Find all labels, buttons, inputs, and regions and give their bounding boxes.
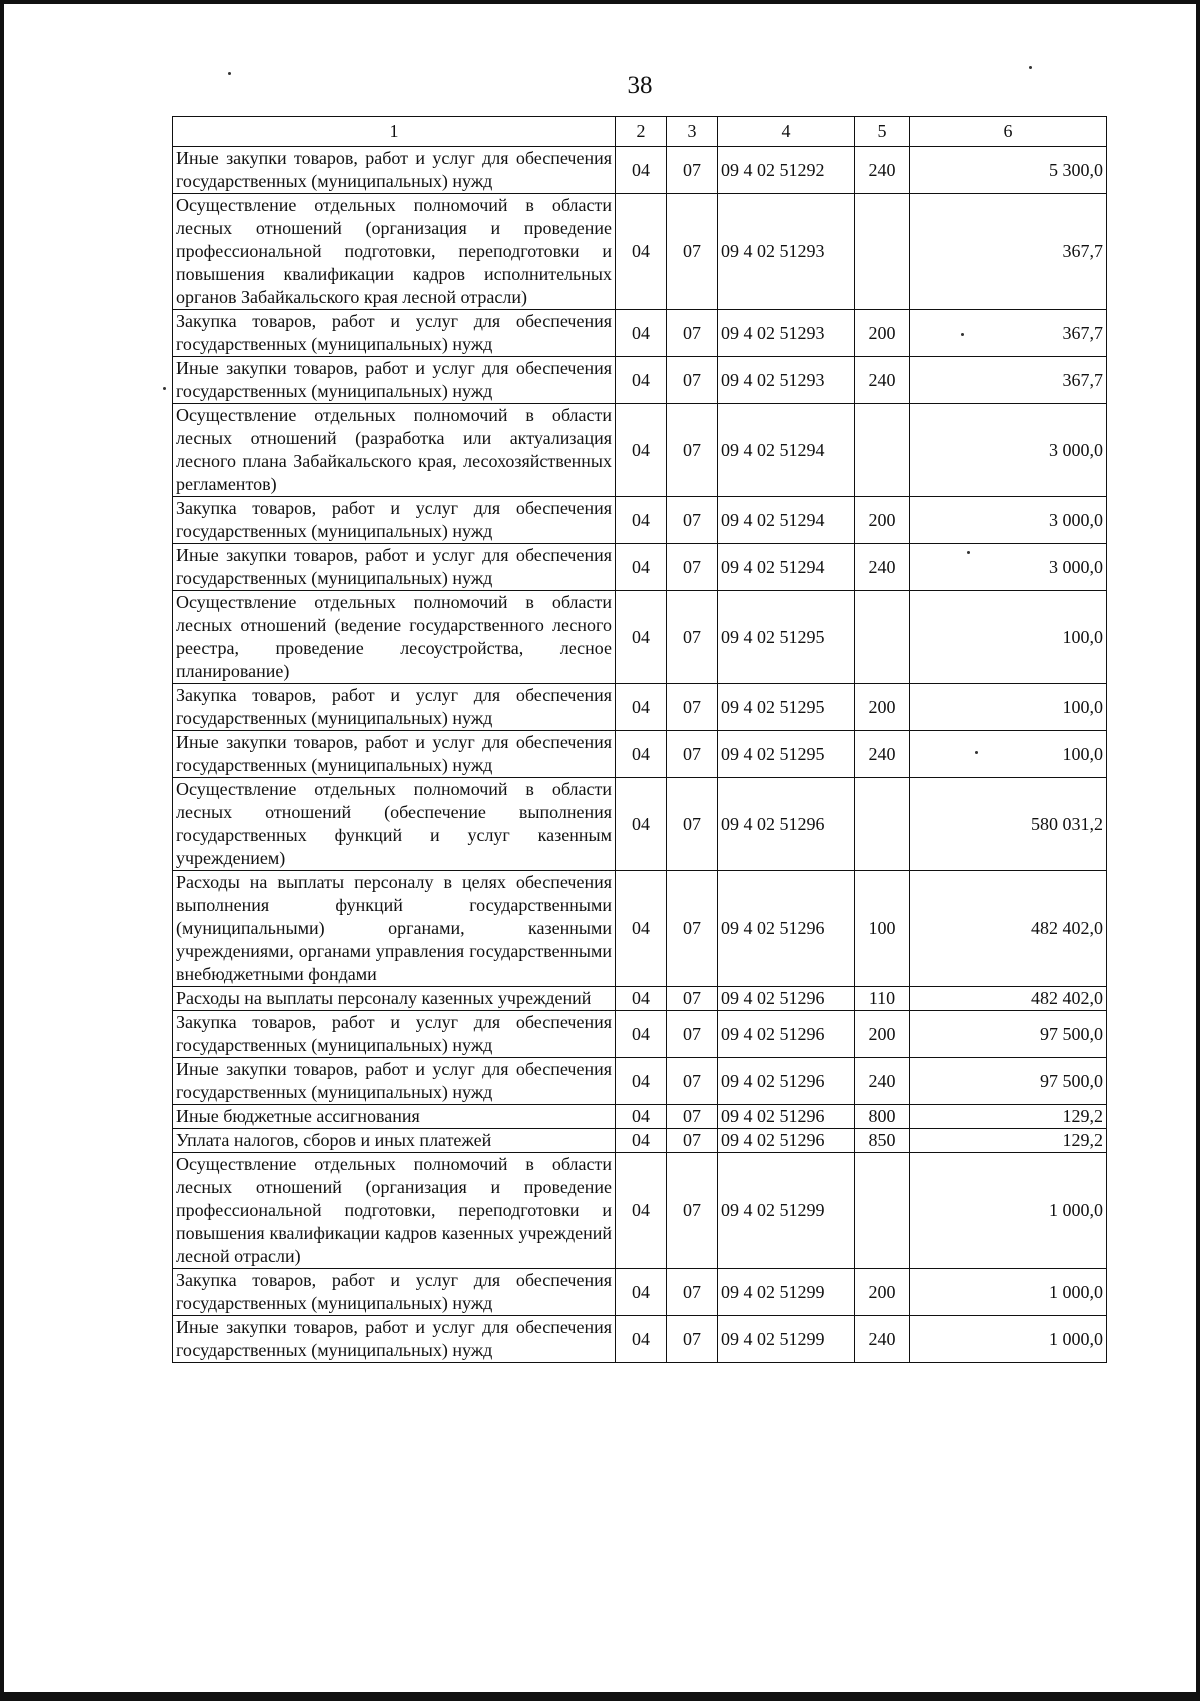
row-expense-type — [855, 778, 910, 871]
row-subsection: 07 — [667, 544, 718, 591]
row-target-code: 09 4 02 51296 — [718, 1058, 855, 1105]
row-target-code: 09 4 02 51293 — [718, 357, 855, 404]
row-amount: 1 000,0 — [910, 1153, 1107, 1269]
row-expense-type: 240 — [855, 1316, 910, 1363]
row-name: Иные закупки товаров, работ и услуг для обеспечения государственных (муниципальных) нужд — [173, 731, 616, 778]
row-section: 04 — [616, 1058, 667, 1105]
row-expense-type — [855, 1153, 910, 1269]
header-col-2: 2 — [616, 117, 667, 147]
row-amount: 367,7 — [910, 194, 1107, 310]
row-section: 04 — [616, 1105, 667, 1129]
header-col-6: 6 — [910, 117, 1107, 147]
row-name: Закупка товаров, работ и услуг для обеспечения государственных (муниципальных) нужд — [173, 1269, 616, 1316]
row-name: Осуществление отдельных полномочий в области лесных отношений (организация и проведение профессиональной подготовки, переподготовки и повышения квалификации кадров казенных учреждений лесной отрасли) — [173, 1153, 616, 1269]
row-section: 04 — [616, 987, 667, 1011]
row-expense-type: 200 — [855, 1011, 910, 1058]
row-section: 04 — [616, 497, 667, 544]
row-name: Осуществление отдельных полномочий в области лесных отношений (организация и проведение профессиональной подготовки, переподготовки и повышения квалификации кадров исполнительных органов Забайкальского края лесной отрасли) — [173, 194, 616, 310]
row-name: Расходы на выплаты персоналу казенных учреждений — [173, 987, 616, 1011]
row-target-code: 09 4 02 51293 — [718, 194, 855, 310]
row-subsection: 07 — [667, 1269, 718, 1316]
row-name: Иные закупки товаров, работ и услуг для обеспечения государственных (муниципальных) нужд — [173, 1058, 616, 1105]
scan-border-top — [0, 0, 1200, 4]
row-amount: 97 500,0 — [910, 1058, 1107, 1105]
row-expense-type: 200 — [855, 1269, 910, 1316]
row-name: Уплата налогов, сборов и иных платежей — [173, 1129, 616, 1153]
row-subsection: 07 — [667, 1153, 718, 1269]
row-expense-type: 240 — [855, 147, 910, 194]
row-subsection: 07 — [667, 404, 718, 497]
row-target-code: 09 4 02 51294 — [718, 497, 855, 544]
table-row — [173, 544, 1107, 591]
row-subsection: 07 — [667, 357, 718, 404]
table-row — [173, 1011, 1107, 1058]
page-number: 38 — [627, 72, 653, 99]
table-row — [173, 1058, 1107, 1105]
header-col-1: 1 — [173, 117, 616, 147]
table-header-row — [173, 117, 1107, 147]
scan-border-bottom — [0, 1692, 1200, 1701]
table-row — [173, 871, 1107, 987]
row-section: 04 — [616, 1129, 667, 1153]
row-section: 04 — [616, 404, 667, 497]
row-expense-type: 240 — [855, 1058, 910, 1105]
row-target-code: 09 4 02 51299 — [718, 1316, 855, 1363]
row-target-code: 09 4 02 51296 — [718, 871, 855, 987]
row-target-code: 09 4 02 51299 — [718, 1153, 855, 1269]
header-col-5: 5 — [855, 117, 910, 147]
row-subsection: 07 — [667, 591, 718, 684]
row-section: 04 — [616, 591, 667, 684]
table-row — [173, 987, 1107, 1011]
row-target-code: 09 4 02 51294 — [718, 404, 855, 497]
row-section: 04 — [616, 147, 667, 194]
table-row — [173, 497, 1107, 544]
header-col-4: 4 — [718, 117, 855, 147]
row-amount: 100,0 — [910, 731, 1107, 778]
table-row — [173, 1129, 1107, 1153]
row-subsection: 07 — [667, 497, 718, 544]
row-target-code: 09 4 02 51292 — [718, 147, 855, 194]
row-subsection: 07 — [667, 871, 718, 987]
row-expense-type: 200 — [855, 497, 910, 544]
row-expense-type: 110 — [855, 987, 910, 1011]
row-amount: 97 500,0 — [910, 1011, 1107, 1058]
row-target-code: 09 4 02 51296 — [718, 1105, 855, 1129]
table-row — [173, 684, 1107, 731]
row-section: 04 — [616, 1011, 667, 1058]
row-expense-type: 240 — [855, 731, 910, 778]
row-expense-type — [855, 194, 910, 310]
row-target-code: 09 4 02 51295 — [718, 684, 855, 731]
row-target-code: 09 4 02 51295 — [718, 591, 855, 684]
scan-border-right — [1196, 0, 1200, 1701]
row-expense-type: 200 — [855, 684, 910, 731]
row-amount: 1 000,0 — [910, 1269, 1107, 1316]
table-row — [173, 1316, 1107, 1363]
row-amount: 129,2 — [910, 1129, 1107, 1153]
row-expense-type — [855, 591, 910, 684]
row-subsection: 07 — [667, 731, 718, 778]
row-target-code: 09 4 02 51295 — [718, 731, 855, 778]
row-target-code: 09 4 02 51293 — [718, 310, 855, 357]
row-section: 04 — [616, 1269, 667, 1316]
row-expense-type: 200 — [855, 310, 910, 357]
row-subsection: 07 — [667, 1011, 718, 1058]
table-row — [173, 778, 1107, 871]
table-row — [173, 194, 1107, 310]
scan-border-left — [0, 0, 4, 1701]
table-row — [173, 357, 1107, 404]
row-amount: 100,0 — [910, 591, 1107, 684]
row-amount: 482 402,0 — [910, 871, 1107, 987]
row-amount: 3 000,0 — [910, 404, 1107, 497]
row-target-code: 09 4 02 51294 — [718, 544, 855, 591]
row-expense-type: 240 — [855, 357, 910, 404]
row-name: Осуществление отдельных полномочий в области лесных отношений (обеспечение выполнения государственных функций и услуг казенным учреждением) — [173, 778, 616, 871]
row-name: Осуществление отдельных полномочий в области лесных отношений (ведение государственного лесного реестра, проведение лесоустройства, лесное планирование) — [173, 591, 616, 684]
table-row — [173, 404, 1107, 497]
row-expense-type: 800 — [855, 1105, 910, 1129]
row-amount: 129,2 — [910, 1105, 1107, 1129]
row-section: 04 — [616, 544, 667, 591]
table-row — [173, 1153, 1107, 1269]
row-subsection: 07 — [667, 684, 718, 731]
table-row — [173, 310, 1107, 357]
row-expense-type: 100 — [855, 871, 910, 987]
row-amount: 482 402,0 — [910, 987, 1107, 1011]
row-name: Закупка товаров, работ и услуг для обеспечения государственных (муниципальных) нужд — [173, 684, 616, 731]
row-subsection: 07 — [667, 1105, 718, 1129]
row-section: 04 — [616, 731, 667, 778]
row-name: Закупка товаров, работ и услуг для обеспечения государственных (муниципальных) нужд — [173, 497, 616, 544]
row-name: Иные закупки товаров, работ и услуг для обеспечения государственных (муниципальных) нужд — [173, 1316, 616, 1363]
table-row — [173, 147, 1107, 194]
row-target-code: 09 4 02 51296 — [718, 1129, 855, 1153]
row-subsection: 07 — [667, 778, 718, 871]
row-section: 04 — [616, 1316, 667, 1363]
table-row — [173, 1105, 1107, 1129]
row-name: Осуществление отдельных полномочий в области лесных отношений (разработка или актуализация лесного плана Забайкальского края, лесохозяйственных регламентов) — [173, 404, 616, 497]
row-amount: 3 000,0 — [910, 497, 1107, 544]
row-section: 04 — [616, 357, 667, 404]
row-section: 04 — [616, 778, 667, 871]
scan-speck — [1029, 66, 1032, 69]
table-row — [173, 731, 1107, 778]
row-name: Закупка товаров, работ и услуг для обеспечения государственных (муниципальных) нужд — [173, 1011, 616, 1058]
row-section: 04 — [616, 871, 667, 987]
row-name: Иные закупки товаров, работ и услуг для обеспечения государственных (муниципальных) нужд — [173, 544, 616, 591]
row-expense-type: 240 — [855, 544, 910, 591]
row-amount: 5 300,0 — [910, 147, 1107, 194]
row-amount: 367,7 — [910, 310, 1107, 357]
table-row — [173, 591, 1107, 684]
row-amount: 367,7 — [910, 357, 1107, 404]
header-col-3: 3 — [667, 117, 718, 147]
row-name: Иные закупки товаров, работ и услуг для обеспечения государственных (муниципальных) нужд — [173, 147, 616, 194]
row-section: 04 — [616, 1153, 667, 1269]
row-target-code: 09 4 02 51296 — [718, 778, 855, 871]
row-target-code: 09 4 02 51296 — [718, 1011, 855, 1058]
scan-speck — [163, 387, 166, 390]
row-name: Расходы на выплаты персоналу в целях обеспечения выполнения функций государственными (муниципальными) органами, казенными учреждениями, органами управления государственными внебюджетными фондами — [173, 871, 616, 987]
scan-speck — [228, 72, 231, 75]
table-row — [173, 1269, 1107, 1316]
row-expense-type: 850 — [855, 1129, 910, 1153]
row-amount: 3 000,0 — [910, 544, 1107, 591]
budget-table — [172, 116, 1107, 1363]
row-section: 04 — [616, 310, 667, 357]
row-name: Закупка товаров, работ и услуг для обеспечения государственных (муниципальных) нужд — [173, 310, 616, 357]
row-subsection: 07 — [667, 1129, 718, 1153]
row-amount: 1 000,0 — [910, 1316, 1107, 1363]
row-subsection: 07 — [667, 310, 718, 357]
row-subsection: 07 — [667, 147, 718, 194]
row-section: 04 — [616, 684, 667, 731]
row-section: 04 — [616, 194, 667, 310]
row-subsection: 07 — [667, 987, 718, 1011]
row-subsection: 07 — [667, 1058, 718, 1105]
row-subsection: 07 — [667, 194, 718, 310]
row-subsection: 07 — [667, 1316, 718, 1363]
row-target-code: 09 4 02 51296 — [718, 987, 855, 1011]
row-amount: 580 031,2 — [910, 778, 1107, 871]
row-expense-type — [855, 404, 910, 497]
row-amount: 100,0 — [910, 684, 1107, 731]
row-name: Иные бюджетные ассигнования — [173, 1105, 616, 1129]
row-target-code: 09 4 02 51299 — [718, 1269, 855, 1316]
row-name: Иные закупки товаров, работ и услуг для обеспечения государственных (муниципальных) нужд — [173, 357, 616, 404]
